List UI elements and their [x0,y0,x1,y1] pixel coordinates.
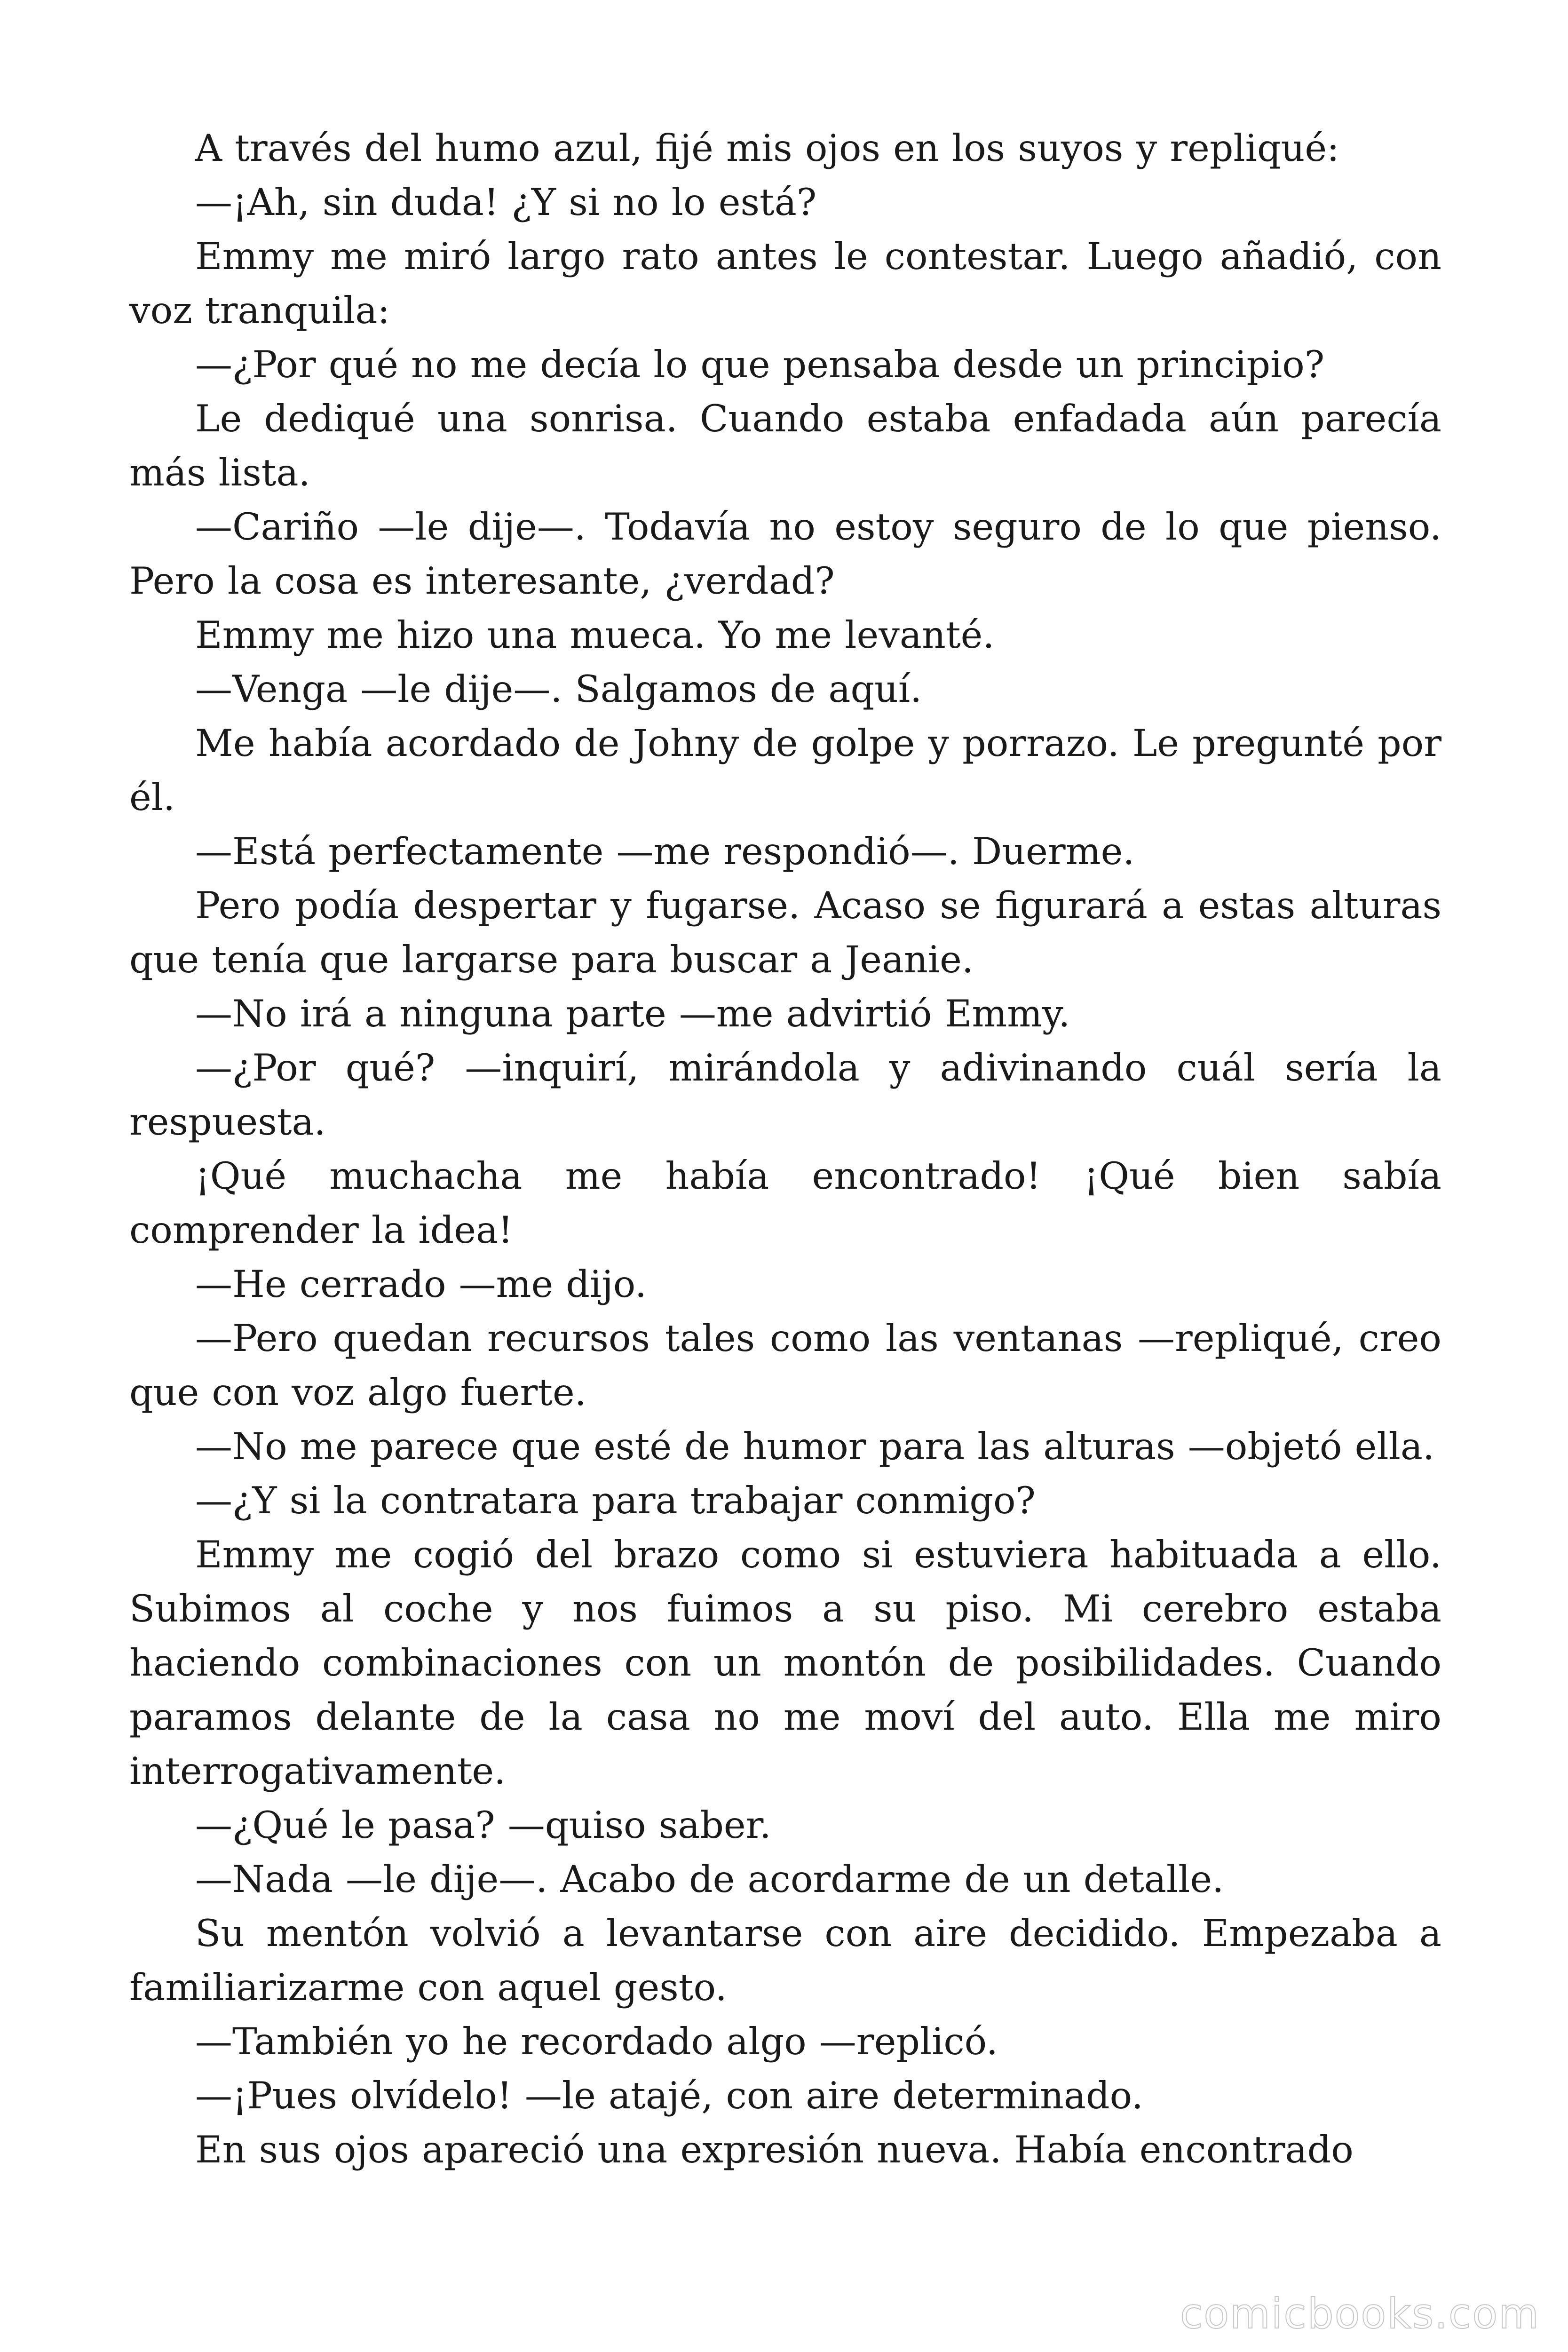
paragraph: Emmy me cogió del brazo como si estuviera habituada a ello. Subimos al coche y nos fuimos a su piso. Mi cerebro estaba haciendo combinaciones con un montón de posibilidades. Cuando paramos delante de la casa no me moví del auto. Ella me miro interrogativamente. [129,1533,1441,1793]
paragraph: —¿Qué le pasa? —quiso saber. [195,1804,771,1847]
paragraph: ¡Qué muchacha me había encontrado! ¡Qué bien sabía comprender la idea! [129,1154,1441,1252]
paragraph: Le dediqué una sonrisa. Cuando estaba enfadada aún parecía más lista. [129,397,1441,494]
paragraph: A través del humo azul, fijé mis ojos en los suyos y repliqué: [195,127,1339,170]
paragraph: Emmy me hizo una mueca. Yo me levanté. [195,613,995,657]
paragraph: —Pero quedan recursos tales como las ventanas —repliqué, creo que con voz algo fuerte. [129,1317,1441,1414]
watermark: comicbooks.com [1180,2289,1540,2338]
paragraph: —He cerrado —me dijo. [195,1263,647,1306]
paragraph: —Está perfectamente —me respondió—. Duerme. [195,830,1135,873]
paragraph: —¿Por qué? —inquirí, mirándola y adivinando cuál sería la respuesta. [129,1046,1441,1144]
paragraph: Pero podía despertar y fugarse. Acaso se figurará a estas alturas que tenía que largarse para buscar a Jeanie. [129,884,1441,981]
paragraph: —No me parece que esté de humor para las alturas —objetó ella. [195,1425,1435,1468]
paragraph: —¡Pues olvídelo! —le atajé, con aire determinado. [195,2074,1143,2117]
paragraph: —¡Ah, sin duda! ¿Y si no lo está? [195,181,817,224]
paragraph: Emmy me miró largo rato antes le contestar. Luego añadió, con voz tranquila: [129,235,1441,332]
book-page [129,121,1441,2177]
paragraph: —¿Por qué no me decía lo que pensaba desde un principio? [195,343,1325,386]
paragraph: —Nada —le dije—. Acabo de acordarme de un detalle. [195,1858,1224,1901]
paragraph: Su mentón volvió a levantarse con aire decidido. Empezaba a familiarizarme con aquel gesto. [129,1912,1441,2009]
paragraph: —¿Y si la contratara para trabajar conmigo? [195,1479,1036,1522]
paragraph: —No irá a ninguna parte —me advirtió Emmy. [195,992,1070,1035]
paragraph: —Cariño —le dije—. Todavía no estoy seguro de lo que pienso. Pero la cosa es interesante, ¿verdad? [129,505,1441,603]
paragraph: —Venga —le dije—. Salgamos de aquí. [195,667,922,711]
paragraph: —También yo he recordado algo —replicó. [195,2020,998,2063]
paragraph: En sus ojos apareció una expresión nueva. Había encontrado [195,2128,1354,2171]
paragraph: Me había acordado de Johny de golpe y porrazo. Le pregunté por él. [129,722,1441,819]
